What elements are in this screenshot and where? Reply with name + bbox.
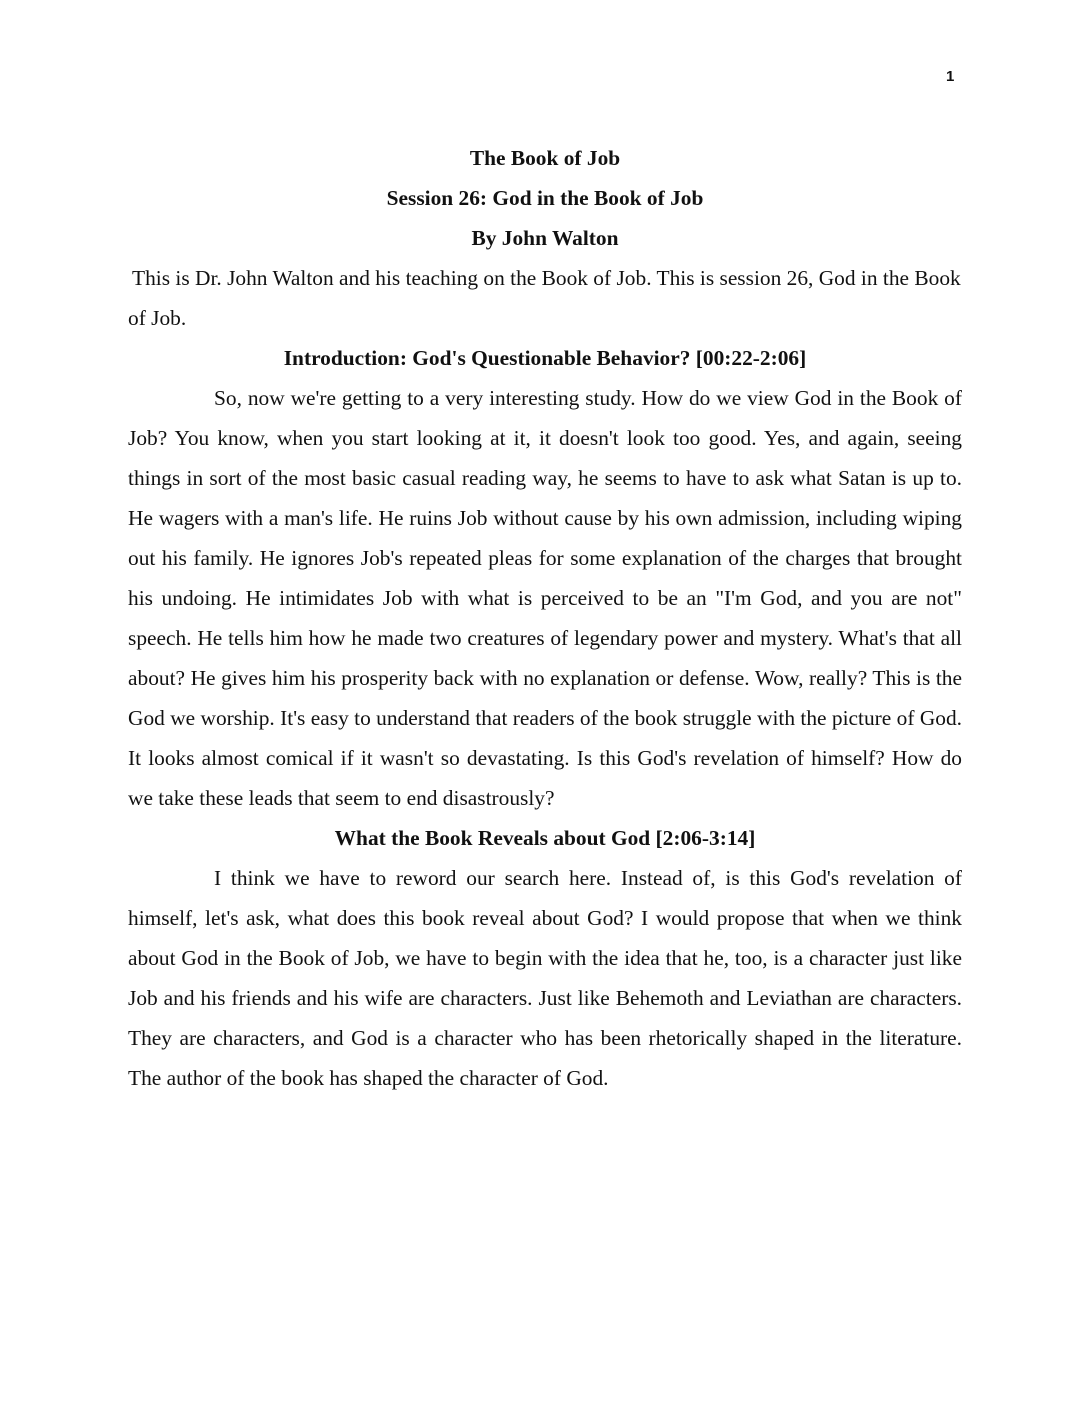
page-number: 1	[946, 68, 955, 85]
section-paragraph: So, now we're getting to a very interesting study. How do we view God in the Book of Job? You know, when you start looking at it, it doesn't look too good. Yes, and again, seeing things in sort of the most basic casual reading way, he seems to have to ask what Satan is up to. He wagers with a man's life. He ruins Job without cause by his own admission, including wiping out his family. He ignores Job's repeated pleas for some explanation of the charges that brought his undoing. He intimidates Job with what is perceived to be an "I'm God, and you are not" speech. He tells him how he made two creatures of legendary power and mystery. What's that all about? He gives him his prosperity back with no explanation or defense. Wow, really? This is the God we worship. It's easy to understand that readers of the book struggle with the picture of God. It looks almost comical if it wasn't so devastating. Is this God's revelation of himself? How do we take these leads that seem to end disastrously?	[128, 386, 962, 810]
author-line: By John Walton	[471, 226, 619, 250]
section-heading: What the Book Reveals about God [2:06-3:14]	[334, 826, 756, 850]
section-paragraph: I think we have to reword our search here. Instead of, is this God's revelation of himself, let's ask, what does this book reveal about God? I would propose that when we think about God in the Book of Job, we have to begin with the idea that he, too, is a character just like Job and his friends and his wife are characters. Just like Behemoth and Leviathan are characters. They are characters, and God is a character who has been rhetorically shaped in the literature. The author of the book has shaped the character of God.	[128, 866, 962, 1090]
section-heading: Introduction: God's Questionable Behavior? [00:22-2:06]	[283, 346, 807, 370]
session-title: Session 26: God in the Book of Job	[386, 186, 704, 210]
document-body	[128, 138, 962, 1098]
intro-paragraph: This is Dr. John Walton and his teaching on the Book of Job. This is session 26, God in the Book of Job.	[128, 266, 961, 330]
document-title: The Book of Job	[469, 146, 621, 170]
